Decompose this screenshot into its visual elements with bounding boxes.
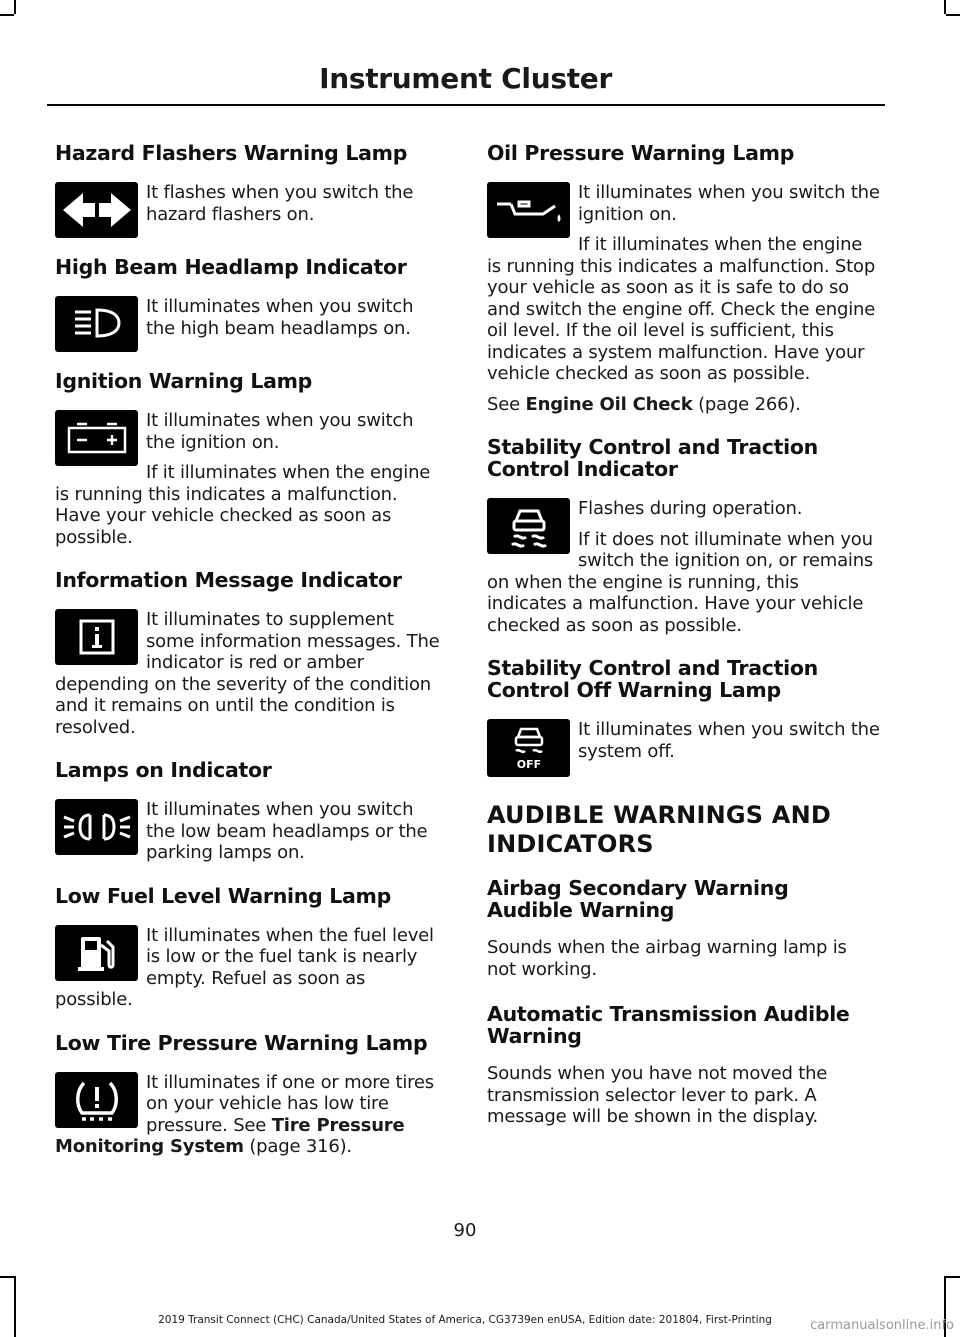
- section-audible-warnings: [487, 801, 880, 1128]
- tire-pressure-link[interactable]: Tire Pressure Monitoring System: [55, 1114, 405, 1157]
- section-heading: Low Tire Pressure Warning Lamp: [55, 1030, 428, 1055]
- watermark: carmanualsonline.info: [810, 1318, 954, 1333]
- high-beam-icon: [55, 296, 138, 352]
- section-text: If it does not illuminate when you switch the ignition on, or remains on when the engine is running, this indicates a malfunction. Have your vehicle checked as soon as possible.: [487, 528, 874, 636]
- section-heading: Lamps on Indicator: [55, 758, 272, 782]
- oil-can-icon: [487, 182, 570, 238]
- stability-control-icon: [487, 498, 570, 554]
- information-icon: [55, 609, 138, 665]
- stability-control-off-icon: [487, 719, 570, 777]
- section-text: It flashes when you switch the hazard flashers on.: [146, 182, 414, 225]
- section-text: It illuminates when you switch the high beam headlamps on.: [146, 296, 414, 339]
- section-heading: Automatic Transmission Audible Warning: [487, 1002, 850, 1048]
- crop-mark: [14, 1276, 16, 1337]
- fuel-pump-icon: [55, 925, 138, 981]
- engine-oil-check-link[interactable]: Engine Oil Check: [525, 393, 693, 415]
- section-heading: Airbag Secondary Warning Audible Warning: [487, 876, 789, 922]
- crop-mark: [946, 14, 960, 16]
- crop-mark: [944, 0, 946, 14]
- section-low-tire-pressure: [55, 1032, 447, 1167]
- battery-icon: [55, 410, 138, 466]
- see-reference: See Engine Oil Check (page 266).: [487, 393, 801, 415]
- section-heading: Stability Control and Traction Control Indicator: [487, 435, 818, 481]
- tire-pressure-icon: [55, 1072, 138, 1128]
- section-text: Sounds when the airbag warning lamp is not working.: [487, 937, 847, 980]
- crop-mark: [0, 1276, 14, 1278]
- section-heading: Oil Pressure Warning Lamp: [487, 141, 795, 165]
- section-text: It illuminates to supplement some information messages. The indicator is red or amber depending on the severity of the condition and it remains on until the condition is resolved.: [55, 609, 440, 738]
- page-header: Instrument Cluster: [319, 62, 612, 95]
- page-number: 90: [453, 1220, 477, 1241]
- header-rule: [47, 104, 885, 106]
- section-heading: Information Message Indicator: [55, 568, 402, 592]
- section-hazard-flashers: [55, 142, 447, 244]
- hazard-arrows-icon: [55, 182, 138, 238]
- section-high-beam: [55, 256, 447, 358]
- lamps-on-icon: [55, 799, 138, 855]
- section-ignition: [55, 370, 447, 557]
- section-text: It illuminates when you switch the ignition on.: [146, 410, 414, 453]
- footer-edition-info: 2019 Transit Connect (CHC) Canada/United States of America, CG3739en enUSA, Edition date: 201804, First-Printing: [158, 1314, 772, 1326]
- section-lamps-on: [55, 759, 447, 873]
- section-text: It illuminates when you switch the ignition on.: [578, 182, 880, 225]
- section-stability-control: [487, 436, 880, 645]
- crop-mark: [0, 14, 14, 16]
- section-heading: Ignition Warning Lamp: [55, 369, 313, 393]
- section-information-message: [55, 569, 447, 747]
- section-text: Flashes during operation.: [578, 498, 803, 519]
- crop-mark: [946, 1276, 960, 1278]
- section-text: It illuminates when the fuel level is low or the fuel tank is nearly empty. Refuel as soon as possible.: [55, 924, 434, 1010]
- section-text: It illuminates when you switch the system off.: [578, 719, 880, 762]
- right-column: [487, 142, 880, 1137]
- section-heading: Hazard Flashers Warning Lamp: [55, 141, 408, 165]
- section-heading: Stability Control and Traction Control Off Warning Lamp: [487, 656, 818, 702]
- section-stability-control-off: [487, 657, 880, 783]
- off-label: OFF: [516, 758, 541, 771]
- crop-mark: [14, 0, 16, 14]
- section-text: If it illuminates when the engine is running this indicates a malfunction. Stop your vehicle as soon as it is safe to do so and switch the engine off. Check the engine oil level. If the oil level is sufficient, this indicates a system malfunction. Have your vehicle checked as soon as possible.: [487, 234, 876, 384]
- section-text: It illuminates if one or more tires on your vehicle has low tire pressure. See Tire Pressure Monitoring System (page 316).: [55, 1071, 434, 1157]
- section-heading: Low Fuel Level Warning Lamp: [55, 883, 391, 908]
- section-text: If it illuminates when the engine is running this indicates a malfunction. Have your vehicle checked as soon as possible.: [55, 462, 431, 548]
- left-column: [55, 142, 447, 1167]
- section-oil-pressure: [487, 142, 880, 415]
- chapter-heading: AUDIBLE WARNINGS AND INDICATORS: [487, 801, 831, 858]
- section-text: Sounds when you have not moved the transmission selector lever to park. A message will be shown in the display.: [487, 1063, 828, 1127]
- section-heading: High Beam Headlamp Indicator: [55, 255, 407, 279]
- section-text: It illuminates when you switch the low beam headlamps or the parking lamps on.: [146, 799, 428, 863]
- section-low-fuel: [55, 885, 447, 1020]
